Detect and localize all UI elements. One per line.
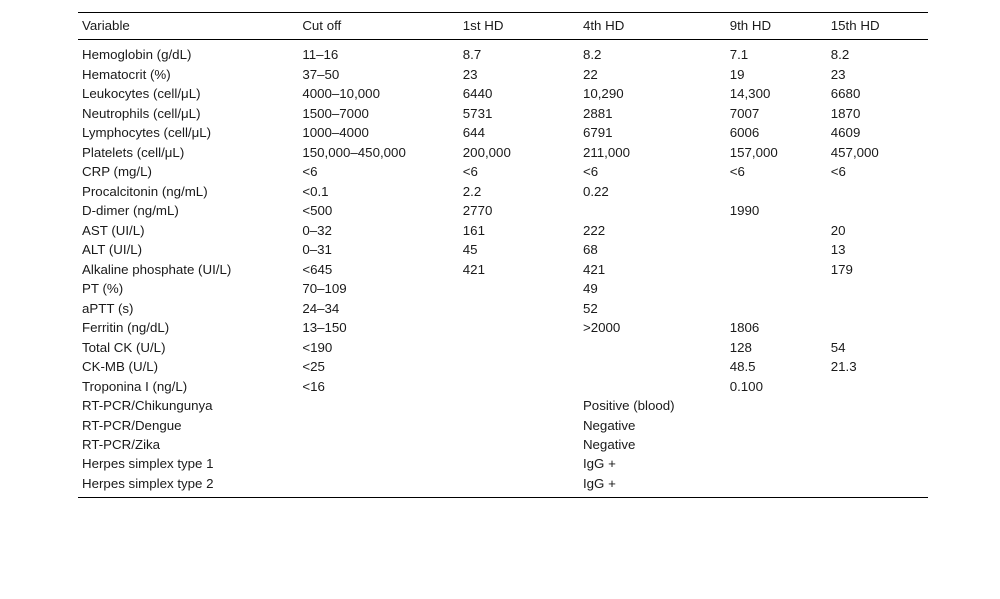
table-cell-hd15	[827, 396, 928, 415]
table-cell-hd4: IgG +	[582, 456, 616, 472]
table-cell-hd9: 7007	[729, 105, 760, 121]
table-cell-hd1	[459, 415, 579, 434]
table-cell-hd9: 48.5	[729, 359, 756, 375]
table-cell-hd9	[726, 474, 827, 498]
table-cell-hd15: 1870	[830, 105, 861, 121]
table-cell-hd4: Negative	[582, 436, 636, 452]
column-header-hd15: 15th HD	[830, 18, 880, 33]
table-cell-hd15: 23	[830, 66, 846, 82]
table-cell-hd9	[726, 221, 827, 240]
table-row	[78, 357, 928, 376]
table-cell-hd4: 222	[582, 222, 606, 238]
table-cell-hd1	[459, 337, 579, 356]
table-cell-cutoff: 70–109	[302, 281, 347, 297]
column-header-variable: Variable	[82, 18, 130, 33]
table-cell-variable: Total CK (U/L)	[82, 339, 166, 355]
table-cell-hd4: 52	[582, 300, 598, 316]
table-cell-hd9	[726, 396, 827, 415]
table-cell-hd15: 8.2	[830, 47, 850, 63]
table-cell-hd4: Negative	[582, 417, 636, 433]
lab-results-table-container	[78, 12, 928, 498]
table-cell-hd9	[726, 182, 827, 201]
table-row	[78, 454, 928, 473]
column-header-hd4: 4th HD	[582, 18, 625, 33]
table-cell-hd9: 128	[729, 339, 752, 355]
table-cell-hd4	[579, 337, 726, 356]
table-cell-hd1	[459, 299, 579, 318]
table-header	[78, 13, 928, 40]
table-row	[78, 162, 928, 181]
table-cell-hd1	[459, 357, 579, 376]
table-cell-hd15	[827, 454, 928, 473]
table-cell-hd1: 45	[462, 242, 478, 258]
table-cell-hd4: >2000	[582, 320, 621, 336]
table-cell-variable: AST (UI/L)	[82, 222, 145, 238]
table-cell-cutoff: 150,000–450,000	[302, 144, 406, 160]
table-cell-hd4	[579, 357, 726, 376]
table-cell-variable: RT-PCR/Zika	[82, 436, 161, 452]
table-cell-variable: ALT (UI/L)	[82, 242, 143, 258]
lab-results-table	[78, 12, 928, 498]
table-row	[78, 40, 928, 65]
table-cell-hd9: 14,300	[729, 86, 771, 102]
table-cell-hd1	[459, 435, 579, 454]
table-cell-hd9: <6	[729, 164, 745, 180]
table-cell-variable: Ferritin (ng/dL)	[82, 320, 170, 336]
table-cell-hd15: 21.3	[830, 359, 857, 375]
table-row	[78, 415, 928, 434]
table-cell-hd1: 6440	[462, 86, 493, 102]
table-row	[78, 337, 928, 356]
table-cell-hd4: 10,290	[582, 86, 624, 102]
table-cell-hd4: 49	[582, 281, 598, 297]
table-cell-hd1: 2770	[462, 203, 493, 219]
table-row	[78, 396, 928, 415]
table-cell-hd1	[459, 396, 579, 415]
table-cell-hd9: 19	[729, 66, 745, 82]
table-row	[78, 260, 928, 279]
table-row	[78, 65, 928, 84]
table-row	[78, 279, 928, 298]
table-cell-hd15: 13	[830, 242, 846, 258]
table-row	[78, 376, 928, 395]
table-cell-hd9	[726, 299, 827, 318]
table-cell-hd4: 6791	[582, 125, 613, 141]
table-cell-variable: Troponina I (ng/L)	[82, 378, 188, 394]
table-body	[78, 40, 928, 498]
table-cell-hd4: 421	[582, 261, 606, 277]
table-row	[78, 221, 928, 240]
table-cell-cutoff: 1000–4000	[302, 125, 369, 141]
table-cell-variable: Herpes simplex type 2	[82, 475, 214, 491]
table-cell-hd1: 23	[462, 66, 478, 82]
table-cell-cutoff	[298, 396, 458, 415]
table-cell-hd9	[726, 454, 827, 473]
table-cell-variable: D-dimer (ng/mL)	[82, 203, 179, 219]
table-cell-variable: Procalcitonin (ng/mL)	[82, 183, 208, 199]
table-cell-variable: Hemoglobin (g/dL)	[82, 47, 192, 63]
table-cell-variable: Neutrophils (cell/μL)	[82, 105, 201, 121]
table-cell-cutoff: 11–16	[302, 47, 339, 63]
table-cell-hd1: <6	[462, 164, 478, 180]
table-cell-variable: aPTT (s)	[82, 300, 134, 316]
table-cell-cutoff: 37–50	[302, 66, 340, 82]
table-row	[78, 240, 928, 259]
table-cell-cutoff: 0–32	[302, 222, 332, 238]
table-cell-hd4: 0.22	[582, 183, 609, 199]
table-cell-variable: RT-PCR/Chikungunya	[82, 398, 213, 414]
table-cell-hd15	[827, 415, 928, 434]
table-cell-hd15	[827, 435, 928, 454]
table-row	[78, 201, 928, 220]
table-cell-variable: Platelets (cell/μL)	[82, 144, 185, 160]
table-cell-cutoff: 0–31	[302, 242, 332, 258]
table-cell-hd4: 22	[582, 66, 598, 82]
table-cell-variable: RT-PCR/Dengue	[82, 417, 182, 433]
table-cell-cutoff: 13–150	[302, 320, 347, 336]
table-cell-hd1: 421	[462, 261, 485, 277]
table-cell-variable: PT (%)	[82, 281, 124, 297]
table-row	[78, 299, 928, 318]
table-cell-cutoff: <190	[302, 339, 333, 355]
table-cell-hd9: 0.100	[729, 378, 763, 394]
table-cell-hd9	[726, 260, 827, 279]
table-cell-hd15	[827, 376, 928, 395]
column-header-hd1: 1st HD	[462, 18, 504, 33]
table-cell-cutoff: 4000–10,000	[302, 86, 380, 102]
table-cell-variable: Leukocytes (cell/μL)	[82, 86, 201, 102]
table-row	[78, 435, 928, 454]
table-cell-variable: Hematocrit (%)	[82, 66, 171, 82]
table-row	[78, 104, 928, 123]
table-cell-hd15: 6680	[830, 86, 861, 102]
table-cell-hd9	[726, 435, 827, 454]
table-cell-hd4: 211,000	[582, 144, 631, 160]
table-cell-hd4: <6	[582, 164, 599, 180]
table-cell-hd1	[459, 376, 579, 395]
table-cell-hd15	[827, 201, 928, 220]
table-cell-hd15: <6	[830, 164, 846, 180]
table-cell-hd15: 457,000	[830, 144, 879, 160]
table-cell-hd9: 1806	[729, 320, 760, 336]
table-cell-hd4: 2881	[582, 105, 613, 121]
table-cell-cutoff: <16	[302, 378, 325, 394]
table-cell-hd1: 200,000	[462, 144, 511, 160]
table-cell-hd9: 1990	[729, 203, 760, 219]
table-cell-variable: CK-MB (U/L)	[82, 359, 159, 375]
table-row	[78, 143, 928, 162]
table-cell-cutoff	[298, 454, 458, 473]
table-row	[78, 318, 928, 337]
table-cell-hd1: 8.7	[462, 47, 482, 63]
table-cell-hd15: 4609	[830, 125, 861, 141]
table-cell-cutoff: 24–34	[302, 300, 340, 316]
table-cell-variable: Alkaline phosphate (UI/L)	[82, 261, 232, 277]
table-cell-hd1: 161	[462, 222, 485, 238]
table-cell-hd15	[827, 279, 928, 298]
table-cell-hd1	[459, 318, 579, 337]
table-cell-hd9: 157,000	[729, 144, 778, 160]
table-cell-cutoff: 1500–7000	[302, 105, 369, 121]
table-cell-variable: Lymphocytes (cell/μL)	[82, 125, 212, 141]
table-cell-hd9	[726, 415, 827, 434]
table-cell-cutoff	[298, 435, 458, 454]
table-header-row	[78, 13, 928, 40]
table-cell-hd15	[827, 299, 928, 318]
column-header-hd9: 9th HD	[729, 18, 772, 33]
table-cell-cutoff: <0.1	[302, 183, 329, 199]
table-row	[78, 474, 928, 498]
table-cell-hd9: 6006	[729, 125, 760, 141]
table-cell-cutoff: <25	[302, 359, 325, 375]
table-cell-cutoff: <6	[302, 164, 318, 180]
table-cell-hd15	[827, 182, 928, 201]
table-cell-hd9	[726, 279, 827, 298]
table-cell-hd4	[579, 201, 726, 220]
table-row	[78, 182, 928, 201]
table-cell-hd1	[459, 474, 579, 498]
table-cell-hd1	[459, 279, 579, 298]
table-cell-hd4: IgG +	[582, 475, 616, 491]
table-cell-hd4: Positive (blood)	[582, 398, 675, 414]
table-cell-hd1: 2.2	[462, 183, 482, 199]
table-cell-cutoff	[298, 415, 458, 434]
table-cell-hd9: 7.1	[729, 47, 749, 63]
table-cell-hd15	[827, 474, 928, 498]
table-cell-cutoff	[298, 474, 458, 498]
table-cell-hd15: 20	[830, 222, 846, 238]
table-cell-hd15: 54	[830, 339, 846, 355]
table-cell-hd4: 68	[582, 242, 598, 258]
table-cell-hd15	[827, 318, 928, 337]
table-cell-hd15: 179	[830, 261, 853, 277]
table-cell-hd4: 8.2	[582, 47, 602, 63]
table-row	[78, 123, 928, 142]
table-cell-hd9	[726, 240, 827, 259]
column-header-cutoff: Cut off	[302, 18, 342, 33]
table-cell-hd1	[459, 454, 579, 473]
table-cell-hd1: 644	[462, 125, 485, 141]
table-cell-hd1: 5731	[462, 105, 493, 121]
table-row	[78, 84, 928, 103]
table-cell-cutoff: <645	[302, 261, 333, 277]
table-cell-variable: Herpes simplex type 1	[82, 456, 214, 472]
table-cell-hd4	[579, 376, 726, 395]
table-cell-cutoff: <500	[302, 203, 333, 219]
table-cell-variable: CRP (mg/L)	[82, 164, 152, 180]
